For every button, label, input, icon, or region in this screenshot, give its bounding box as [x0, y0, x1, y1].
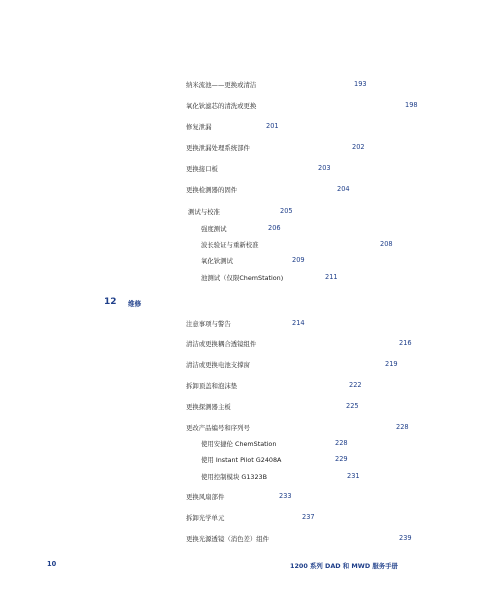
toc-subentry-title: 强度测试: [201, 225, 227, 233]
toc-subentry-title: 波长验证与重新校准: [201, 241, 259, 249]
toc-entry-page[interactable]: 219: [385, 360, 398, 368]
chapter-title[interactable]: 维修: [128, 300, 142, 308]
toc-entry-title: 氧化钬滤芯的清洗或更换: [186, 102, 257, 110]
toc-entry-title: 更换接口板: [186, 165, 218, 173]
toc-entry-title: 更换探测器主板: [186, 403, 231, 411]
toc-subentry-page[interactable]: 229: [335, 455, 348, 463]
toc-entry-page[interactable]: 214: [292, 319, 305, 327]
toc-entry-title: 更换风扇部件: [186, 493, 225, 501]
toc-entry-page[interactable]: 202: [352, 143, 365, 151]
toc-entry-title: 更换光源透镜（消色差）组件: [186, 535, 270, 543]
toc-subentry-title: 使用 Instant Pilot G2408A: [201, 456, 282, 464]
toc-entry-title: 更换检测器的固件: [186, 186, 238, 194]
toc-entry-page[interactable]: 239: [399, 534, 412, 542]
toc-subentry-page[interactable]: 206: [268, 224, 281, 232]
toc-entry-page[interactable]: 198: [405, 101, 418, 109]
chapter-number: 12: [104, 297, 117, 307]
toc-entry-page[interactable]: 203: [318, 164, 331, 172]
toc-subentry-page[interactable]: 228: [335, 439, 348, 447]
toc-entry-title: 纳米流池——更换或清洁: [186, 81, 257, 89]
toc-entry-page[interactable]: 204: [337, 185, 350, 193]
toc-entry-page[interactable]: 233: [279, 492, 292, 500]
toc-subentry-title: 池测试（仅限ChemStation): [201, 274, 284, 282]
toc-entry-title: 清洁或更换电池支撑窗: [186, 361, 250, 369]
toc-entry-title: 更换泄漏处理系统部件: [186, 144, 250, 152]
footer-page-number: 10: [47, 560, 57, 568]
toc-entry-title: 拆卸光学单元: [186, 514, 225, 522]
toc-entry-title: 拆卸顶盖和泡沫垫: [186, 382, 238, 390]
toc-entry-title: 注意事项与警告: [186, 320, 231, 328]
toc-subentry-page[interactable]: 209: [292, 256, 305, 264]
toc-entry-page[interactable]: 237: [302, 513, 315, 521]
toc-entry-title: 清洁或更换耦合透镜组件: [186, 340, 257, 348]
toc-entry-page[interactable]: 193: [354, 80, 367, 88]
toc-subentry-page[interactable]: 208: [380, 240, 393, 248]
toc-entry-page[interactable]: 228: [396, 423, 409, 431]
toc-entry-page[interactable]: 205: [280, 207, 293, 215]
toc-entry-page[interactable]: 222: [349, 381, 362, 389]
toc-entry-page[interactable]: 225: [346, 402, 359, 410]
toc-subentry-page[interactable]: 211: [325, 273, 338, 281]
footer-manual-title: 1200 系列 DAD 和 MWD 服务手册: [290, 562, 398, 570]
toc-entry-title: 测试与校准: [188, 208, 220, 216]
toc-subentry-title: 使用安捷伦 ChemStation: [201, 440, 277, 448]
toc-entry-page[interactable]: 216: [399, 339, 412, 347]
toc-entry-page[interactable]: 201: [266, 122, 279, 130]
toc-subentry-page[interactable]: 231: [347, 472, 360, 480]
toc-entry-title: 修复泄漏: [186, 123, 212, 131]
toc-entry-title: 更改产品编号和序列号: [186, 424, 250, 432]
toc-subentry-title: 氧化钬测试: [201, 257, 233, 265]
toc-subentry-title: 使用控制模块 G1323B: [201, 473, 267, 481]
